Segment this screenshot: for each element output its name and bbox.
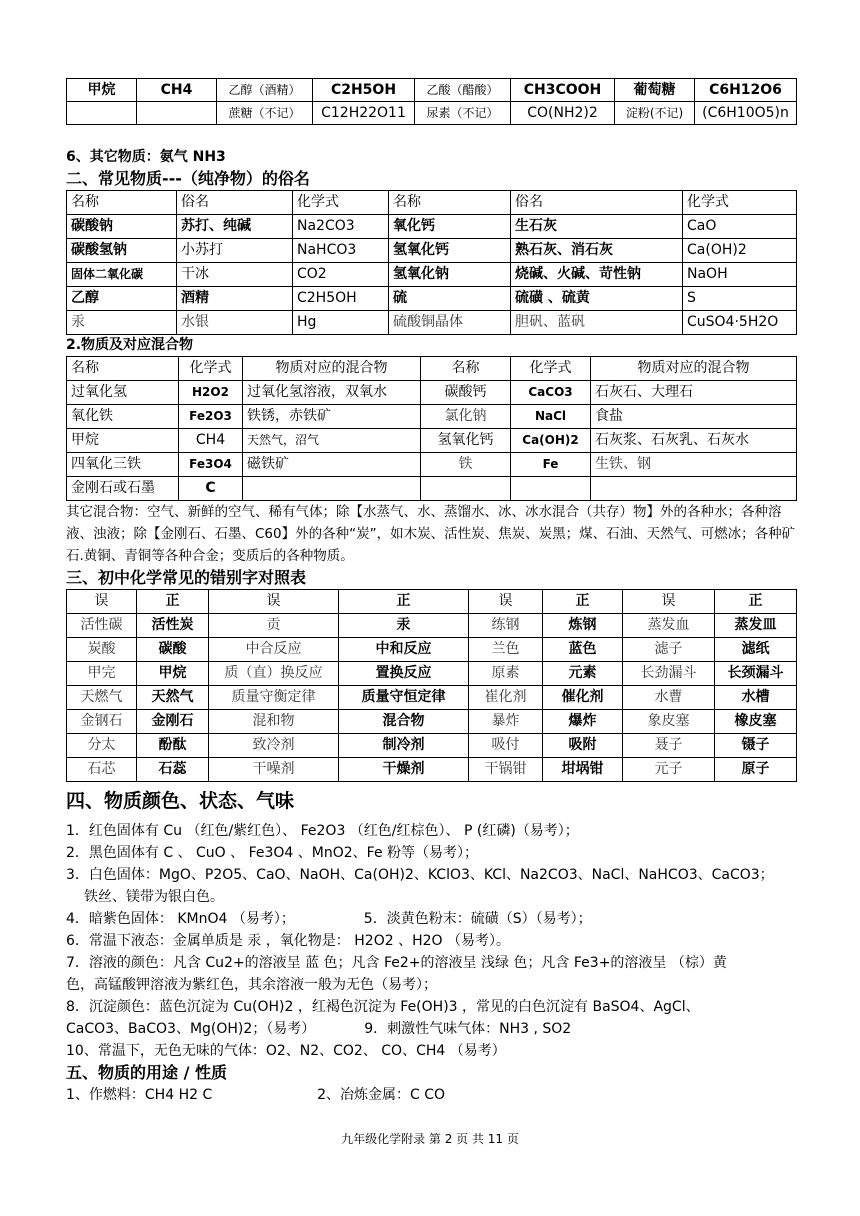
table-row [67, 263, 797, 287]
table-cell: NaOH [683, 263, 797, 287]
section-2-subtitle: 2.物质及对应混合物 [66, 337, 194, 353]
table-row [67, 758, 797, 782]
table-cell: Ca(OH)2 [683, 239, 797, 263]
table-header: 物质对应的混合物 [591, 357, 797, 381]
table-cell: 中和反应 [339, 638, 469, 662]
table-cell: 致冷剂 [209, 734, 339, 758]
table-cell [591, 477, 797, 501]
table-cell: Fe3O4 [179, 453, 243, 477]
table-cell: 水银 [177, 311, 293, 335]
table-header-row [67, 191, 797, 215]
table-cell: C2H5OH [293, 287, 389, 311]
table-cell: 滤子 [623, 638, 715, 662]
table-cell: 氢氧化钙 [389, 239, 511, 263]
table-cell: 汞 [339, 614, 469, 638]
table-header: 名称 [421, 357, 511, 381]
list-item-part: 5．淡黄色粉末：硫磺（S）（易考）； [363, 911, 592, 927]
table-row [67, 429, 797, 453]
table-cell: CO2 [293, 263, 389, 287]
table-cell: 元素 [543, 662, 623, 686]
table-cell: 铁 [421, 453, 511, 477]
table-cell: 硫磺 、硫黄 [511, 287, 683, 311]
section-4-title: 四、物质颜色、状态、气味 [66, 790, 295, 812]
table-cell: 小苏打 [177, 239, 293, 263]
table-cell: 酒精 [177, 287, 293, 311]
table-cell: NaHCO3 [293, 239, 389, 263]
table-cell: 质量守衡定律 [209, 686, 339, 710]
table-cell: 中合反应 [209, 638, 339, 662]
list-item: 1．红色固体有 Cu （红色/紫红色）、 Fe2O3 （红色/红棕色）、 P (红磷)（易考）； [66, 823, 579, 839]
table-cell: 甲烷 [137, 662, 209, 686]
table-header: 误 [67, 590, 137, 614]
table-cell: 四氧化三铁 [67, 453, 179, 477]
table-cell: 氯化钠 [421, 405, 511, 429]
list-item: 6．常温下液态：金属单质是 汞 ，氧化物是： H2O2 、H2O （易考）。 [66, 933, 510, 949]
table-cell: 碳酸氢钠 [67, 239, 177, 263]
table-cell: 蓝色 [543, 638, 623, 662]
table-cell: Na2CO3 [293, 215, 389, 239]
table-cell: 吸附 [543, 734, 623, 758]
document-page [66, 78, 796, 1106]
table-cell: 石灰浆、石灰乳、石灰水 [591, 429, 797, 453]
list-item: 3．白色固体：MgO、P2O5、CaO、NaOH、Ca(OH)2、KClO3、KCl、Na2CO3、NaCl、NaHCO3、CaCO3； [66, 867, 774, 883]
table-cell: 暴炸 [469, 710, 543, 734]
table-cell: 天然气，沼气 [243, 429, 421, 453]
table-header: 正 [715, 590, 797, 614]
table-cell: 熟石灰、消石灰 [511, 239, 683, 263]
table-cell: 聂子 [623, 734, 715, 758]
table-cell: 炼钢 [543, 614, 623, 638]
table-header: 化学式 [511, 357, 591, 381]
table-cell: 铁锈，赤铁矿 [243, 405, 421, 429]
table-cell: 水槽 [715, 686, 797, 710]
table-cell: 氧化钙 [389, 215, 511, 239]
table-cell: C [179, 477, 243, 501]
table-cell: NaCl [511, 405, 591, 429]
table-header: 名称 [389, 191, 511, 215]
table-cell: 甲烷 [67, 429, 179, 453]
table-cell: 金刚石 [137, 710, 209, 734]
table-row [67, 638, 797, 662]
table-cell: 烧碱、火碱、苛性钠 [511, 263, 683, 287]
table-cell: CuSO4·5H2O [683, 311, 797, 335]
table-cell: CH4 [179, 429, 243, 453]
table-cell: 分太 [67, 734, 137, 758]
table-header: 误 [623, 590, 715, 614]
table-cell: CaO [683, 215, 797, 239]
table-cell: 碳酸钠 [67, 215, 177, 239]
table-cell: 原子 [715, 758, 797, 782]
table-cell: 石灰石、大理石 [591, 381, 797, 405]
table-cell [511, 477, 591, 501]
table-header: 正 [137, 590, 209, 614]
other-mixtures-paragraph: 其它混合物：空气、新鲜的空气、稀有气体；除【水蒸气、水、蒸馏水、冰、冰水混合（共存）物】外的各种水；各种溶液、浊液；除【金刚石、石墨、C60】外的各种“炭”，如木炭、活性炭、焦炭、炭黑；煤、石油、天然气、可燃冰；各种矿石.黄铜、青铜等各种合金；变质后的各种物质。 [66, 504, 796, 564]
table-cell: 混和物 [209, 710, 339, 734]
table-cell: 过氧化氢 [67, 381, 179, 405]
table-header: 俗名 [177, 191, 293, 215]
table-cell: 制冷剂 [339, 734, 469, 758]
table-row [67, 662, 797, 686]
list-item: 10、常温下，无色无味的气体：O2、N2、CO2、 CO、CH4 （易考） [66, 1043, 506, 1059]
table-cell: 橡皮塞 [715, 710, 797, 734]
table-cell: S [683, 287, 797, 311]
table-cell: CH4 [137, 79, 217, 102]
table-cell: 石芯 [67, 758, 137, 782]
table-cell: 石蕊 [137, 758, 209, 782]
list-item: 2．黑色固体有 C 、 CuO 、 Fe3O4 、MnO2、Fe 粉等（易考）； [66, 845, 479, 861]
use-item: 1、作燃料：CH4 H2 C [66, 1087, 213, 1103]
table-cell: 爆炸 [543, 710, 623, 734]
table-row [67, 734, 797, 758]
uses-line [66, 1084, 796, 1106]
list-item: 7．溶液的颜色：凡含 Cu2+的溶液呈 蓝 色；凡含 Fe2+的溶液呈 浅绿 色；凡含 Fe3+的溶液呈 （棕）黄 [66, 955, 727, 971]
table-cell: 汞 [67, 311, 177, 335]
section-3-title: 三、初中化学常见的错别字对照表 [66, 568, 307, 587]
table-cell: 乙酸（醋酸） [415, 79, 511, 102]
list-item-part: CaCO3、BaCO3、Mg(OH)2；（易考） [66, 1021, 316, 1037]
table-cell: 滤纸 [715, 638, 797, 662]
table-cell: 硫 [389, 287, 511, 311]
table-cell: 氧化铁 [67, 405, 179, 429]
table-cell: 蔗糖（不记） [217, 102, 313, 125]
table-cell: C12H22O11 [313, 102, 415, 125]
table-cell: 炭酸 [67, 638, 137, 662]
table-cell: 镊子 [715, 734, 797, 758]
list-item-part: 4．暗紫色固体： KMnO4 （易考）； [66, 911, 295, 927]
table-cell: 固体二氧化碳 [67, 263, 177, 287]
table-cell: 长劲漏斗 [623, 662, 715, 686]
table-cell: 食盐 [591, 405, 797, 429]
table-row [67, 710, 797, 734]
table-cell: 苏打、纯碱 [177, 215, 293, 239]
section-2-title: 二、常见物质---（纯净物）的俗名 [66, 169, 310, 188]
table-cell: 生石灰 [511, 215, 683, 239]
table-cell: Fe [511, 453, 591, 477]
table-cell: 活性碳 [67, 614, 137, 638]
table-cell: 生铁、钢 [591, 453, 797, 477]
table-cell: C2H5OH [313, 79, 415, 102]
table-cell: 元子 [623, 758, 715, 782]
mixtures-table [66, 356, 797, 501]
table-row [67, 381, 797, 405]
table-cell: 乙醇（酒精） [217, 79, 313, 102]
table-cell: Hg [293, 311, 389, 335]
table-cell: 活性炭 [137, 614, 209, 638]
table-cell: Ca(OH)2 [511, 429, 591, 453]
list-item: 色，高锰酸钾溶液为紫红色，其余溶液一般为无色（易考）； [66, 977, 437, 993]
table-cell [243, 477, 421, 501]
colors-list [66, 820, 796, 1062]
table-header: 名称 [67, 191, 177, 215]
table-cell [137, 102, 217, 125]
table-cell: (C6H10O5)n [695, 102, 797, 125]
table-cell: 天燃气 [67, 686, 137, 710]
table-cell [67, 102, 137, 125]
table-cell: 胆矾、蓝矾 [511, 311, 683, 335]
table-cell: 甲完 [67, 662, 137, 686]
table-cell: 坩埚钳 [543, 758, 623, 782]
table-cell: 氢氧化钠 [389, 263, 511, 287]
table-cell: 吸付 [469, 734, 543, 758]
table-cell: 质（直）换反应 [209, 662, 339, 686]
typo-table [66, 589, 797, 782]
table-row [67, 102, 797, 125]
table-cell: 过氧化氢溶液，双氧水 [243, 381, 421, 405]
table-cell: 长颈漏斗 [715, 662, 797, 686]
table-cell: 贡 [209, 614, 339, 638]
table-cell: CH3COOH [511, 79, 615, 102]
table-header: 物质对应的混合物 [243, 357, 421, 381]
table-cell: CO(NH2)2 [511, 102, 615, 125]
table-cell: 甲烷 [67, 79, 137, 102]
table-cell: 练钢 [469, 614, 543, 638]
table-cell: CaCO3 [511, 381, 591, 405]
table-row [67, 477, 797, 501]
table-cell: 磁铁矿 [243, 453, 421, 477]
table-cell: 天然气 [137, 686, 209, 710]
table-header: 化学式 [683, 191, 797, 215]
use-item: 2、冶炼金属：C CO [317, 1087, 446, 1103]
table-cell: 尿素（不记） [415, 102, 511, 125]
list-item: 8．沉淀颜色：蓝色沉淀为 Cu(OH)2 ，红褐色沉淀为 Fe(OH)3 ，常见的白色沉淀有 BaSO4、AgCl、 [66, 999, 700, 1015]
table-cell: 水曹 [623, 686, 715, 710]
common-names-table [66, 190, 797, 335]
table-cell: 碳酸钙 [421, 381, 511, 405]
table-header: 正 [543, 590, 623, 614]
table-cell: C6H12O6 [695, 79, 797, 102]
table-cell: 干锅钳 [469, 758, 543, 782]
table-row [67, 79, 797, 102]
table-cell: 干噪剂 [209, 758, 339, 782]
table-cell: H2O2 [179, 381, 243, 405]
table-header-row [67, 590, 797, 614]
table-header-row [67, 357, 797, 381]
table-header: 化学式 [179, 357, 243, 381]
table-row [67, 287, 797, 311]
table-row [67, 311, 797, 335]
table-header: 误 [469, 590, 543, 614]
table-header: 名称 [67, 357, 179, 381]
page-footer: 九年级化学附录 第 2 页 共 11 页 [341, 1132, 519, 1146]
table-cell: 碳酸 [137, 638, 209, 662]
table-header: 化学式 [293, 191, 389, 215]
table-cell: 质量守恒定律 [339, 686, 469, 710]
table-header: 正 [339, 590, 469, 614]
table-cell: 酚酞 [137, 734, 209, 758]
table-row [67, 239, 797, 263]
list-item-part: 9．刺激性气味气体：NH3 , SO2 [364, 1021, 572, 1037]
table-cell: 氢氧化钙 [421, 429, 511, 453]
table-cell: 金钢石 [67, 710, 137, 734]
section-5-title: 五、物质的用途 / 性质 [66, 1063, 227, 1082]
table-cell: 蒸发血 [623, 614, 715, 638]
table-cell: 催化剂 [543, 686, 623, 710]
organic-formula-table [66, 78, 797, 125]
table-cell: 淀粉(不记) [615, 102, 695, 125]
table-cell: 兰色 [469, 638, 543, 662]
table-row [67, 453, 797, 477]
list-item [66, 1018, 796, 1040]
table-cell: 干燥剂 [339, 758, 469, 782]
list-item: 铁丝、镁带为银白色。 [84, 889, 224, 905]
table-header: 误 [209, 590, 339, 614]
table-cell: 硫酸铜晶体 [389, 311, 511, 335]
other-substances: 6、其它物质：氨气 NH3 [66, 149, 226, 165]
table-row [67, 614, 797, 638]
table-cell: 蒸发皿 [715, 614, 797, 638]
table-cell: 金刚石或石墨 [67, 477, 179, 501]
table-cell: 乙醇 [67, 287, 177, 311]
table-row [67, 686, 797, 710]
table-cell: 置换反应 [339, 662, 469, 686]
table-header: 俗名 [511, 191, 683, 215]
table-row [67, 215, 797, 239]
table-cell: 象皮塞 [623, 710, 715, 734]
table-cell: Fe2O3 [179, 405, 243, 429]
table-cell: 混合物 [339, 710, 469, 734]
table-cell: 原素 [469, 662, 543, 686]
table-cell [421, 477, 511, 501]
table-cell: 葡萄糖 [615, 79, 695, 102]
list-item [66, 908, 796, 930]
table-cell: 崔化剂 [469, 686, 543, 710]
table-cell: 干冰 [177, 263, 293, 287]
table-row [67, 405, 797, 429]
